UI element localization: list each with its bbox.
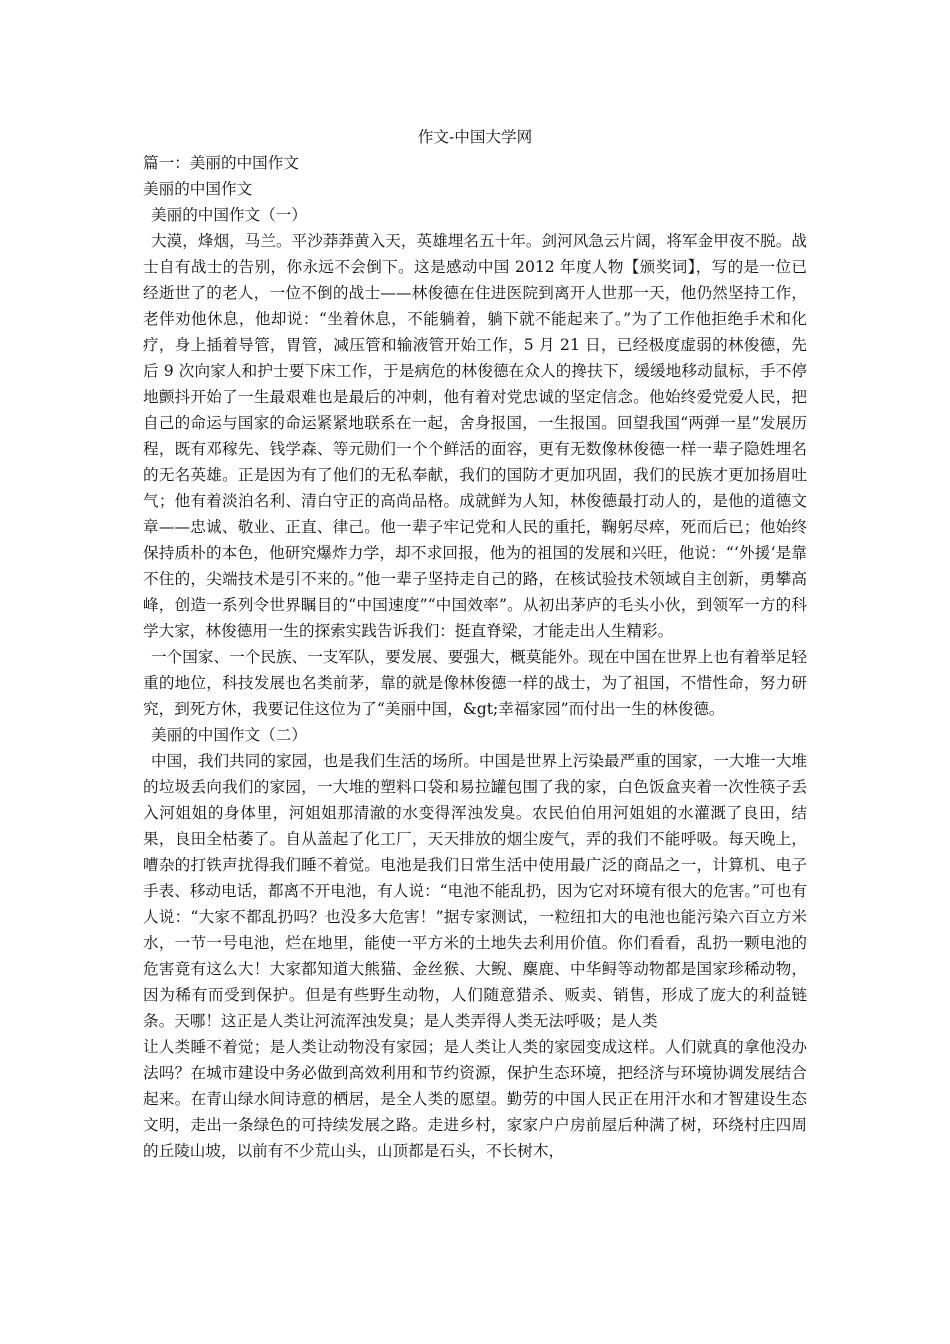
document-body <box>143 124 807 1164</box>
section-title: 篇一：美丽的中国作文 <box>143 154 299 172</box>
essay1-heading: 美丽的中国作文（一） <box>151 206 307 224</box>
essay2-heading: 美丽的中国作文（二） <box>151 726 307 744</box>
essay1-paragraph-1: 大漠，烽烟，马兰。平沙莽莽黄入天，英雄埋名五十年。剑河风急云片阔，将军金甲夜不脱。战士自有战士的告别，你永远不会倒下。这是感动中国 2012 年度人物【颁奖词】，写的是一位已经逝世了的老人，一位不倒的战士——林俊德在住进医院到离开人世那一天，他仍然坚持工作，老伴劝他休息，他却说：“坐着休息，不能躺着，躺下就不能起来了。”为了工作他拒绝手术和化疗，身上插着导管，胃管，减压管和输液管开始工作，5 月 21 日，已经极度虚弱的林俊德，先后 9 次向家人和护士要下床工作，于是病危的林俊德在众人的搀扶下，缓缓地移动鼠标，手不停地颤抖开始了一生最艰难也是最后的冲刺，他有着对党忠诚的坚定信念。他始终爱党爱人民，把自己的命运与国家的命运紧紧地联系在一起，舍身报国，一生报国。回望我国“两弹一星”发展历程，既有邓稼先、钱学森、等元勋们一个个鲜活的面容，更有无数像林俊德一样一辈子隐姓埋名的无名英雄。正是因为有了他们的无私奉献，我们的国防才更加巩固，我们的民族才更加扬眉吐气；他有着淡泊名利、清白守正的高尚品格。成就鲜为人知，林俊德最打动人的，是他的道德文章——忠诚、敬业、正直、律己。他一辈子牢记党和人民的重托，鞠躬尽瘁，死而后已；他始终保持质朴的本色，他研究爆炸力学，却不求回报，他为的祖国的发展和兴旺，他说：“‘外援‘是靠不住的，尖端技术是引不来的。”他一辈子坚持走自己的路，在核试验技术领域自主创新，勇攀高峰，创造一系列令世界瞩目的“中国速度”“中国效率”。从初出茅庐的毛头小伙，到领军一方的科学大家，林俊德用一生的探索实践告诉我们：挺直脊梁，才能走出人生精彩。 <box>143 232 807 640</box>
document-title: 作文-中国大学网 <box>417 128 533 146</box>
essay1-paragraph-2: 一个国家、一个民族、一支军队，要发展、要强大，概莫能外。现在中国在世界上也有着举足轻重的地位，科技发展也名类前茅，靠的就是像林俊德一样的战士，为了祖国，不惜性命，努力研究，到死方休，我要记住这位为了“美丽中国，&gt;幸福家园”而付出一生的林俊德。 <box>143 648 807 718</box>
essay2-paragraph-1: 中国，我们共同的家园，也是我们生活的场所。中国是世界上污染最严重的国家，一大堆一大堆的垃圾丢向我们的家园，一大堆的塑料口袋和易拉罐包围了我的家，白色饭盒夹着一次性筷子丢入河姐姐的身体里，河姐姐那清澈的水变得浑浊发臭。农民伯伯用河姐姐的水灌溉了良田，结果，良田全枯萎了。自从盖起了化工厂，天天排放的烟尘废气，弄的我们不能呼吸。每天晚上，嘈杂的打铁声扰得我们睡不着觉。电池是我们日常生活中使用最广泛的商品之一，计算机、电子手表、移动电话，都离不开电池，有人说：“电池不能乱扔，因为它对环境有很大的危害。”可也有人说：“大家不都乱扔吗？也没多大危害！”据专家测试，一粒纽扣大的电池也能污染六百立方米水，一节一号电池，烂在地里，能使一平方米的土地失去利用价值。你们看看，乱扔一颗电池的危害竟有这么大！大家都知道大熊猫、金丝猴、大鲵、麋鹿、中华鲟等动物都是国家珍稀动物，因为稀有而受到保护。但是有些野生动物，人们随意猎杀、贩卖、销售，形成了庞大的利益链条。天哪！这正是人类让河流浑浊发臭；是人类弄得人类无法呼吸；是人类 <box>143 752 807 1030</box>
essay2-paragraph-2: 让人类睡不着觉；是人类让动物没有家园；是人类让人类的家园变成这样。人们就真的拿他没办法吗？在城市建设中务必做到高效利用和节约资源，保护生态环境，把经济与环境协调发展结合起来。在青山绿水间诗意的栖居，是全人类的愿望。勤劳的中国人民正在用汗水和才智建设生态文明，走出一条绿色的可持续发展之路。走进乡村，家家户户房前屋后种满了树，环绕村庄四周的丘陵山坡，以前有不少荒山头，山顶都是石头，不长树木， <box>143 1038 807 1160</box>
document-subtitle: 美丽的中国作文 <box>143 180 253 198</box>
